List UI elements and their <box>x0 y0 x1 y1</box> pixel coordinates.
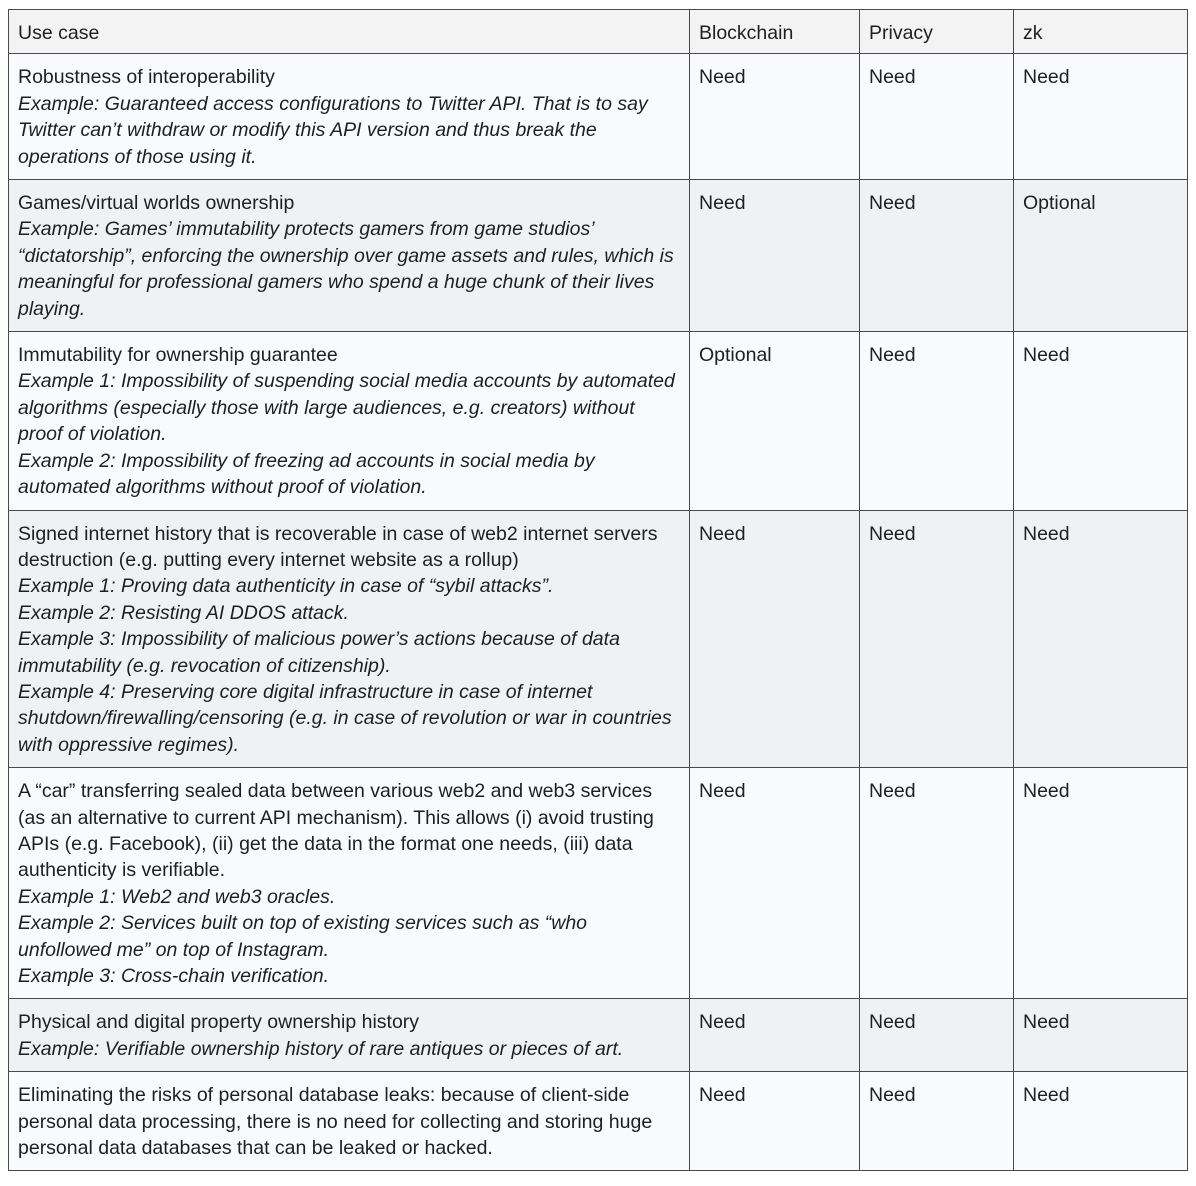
use-case-title: Immutability for ownership guarantee <box>18 344 338 367</box>
use-case-title: Eliminating the risks of personal database leaks: because of client-side personal data processing, there is no need for collecting and storing huge personal data databases that can be leaked or hacked. <box>18 1084 653 1160</box>
header-privacy: Privacy <box>860 10 1014 54</box>
use-case-title: Signed internet history that is recoverable in case of web2 internet servers destruction (e.g. putting every internet website as a rollup) <box>18 522 658 571</box>
table-row <box>9 510 1188 768</box>
zk-cell: Need <box>1014 332 1188 510</box>
use-case-title: A “car” transferring sealed data between various web2 and web3 services (as an alternative to current API mechanism). This allows (i) avoid trusting APIs (e.g. Facebook), (ii) get the data in the format one needs, (iii) data authenticity is verifiable. <box>18 780 654 882</box>
header-blockchain: Blockchain <box>690 10 860 54</box>
table-row <box>9 332 1188 510</box>
use-case-example: Example: Games’ immutability protects gamers from game studios’ “dictatorship”, enforcing the ownership over game assets and rules, which is meaningful for professional gamers who spend a huge chunk of their lives playing. <box>18 218 674 320</box>
use-case-title: Physical and digital property ownership history <box>18 1011 420 1034</box>
privacy-cell: Need <box>860 999 1014 1072</box>
use-case-cell <box>9 510 690 768</box>
zk-cell: Need <box>1014 54 1188 180</box>
table-row <box>9 54 1188 180</box>
use-case-example: Example 4: Preserving core digital infrastructure in case of internet shutdown/firewalling/censoring (e.g. in case of revolution or war in countries with oppressive regimes). <box>18 680 672 756</box>
use-case-example: Example 1: Proving data authenticity in case of “sybil attacks”. <box>18 575 554 598</box>
zk-cell: Need <box>1014 1072 1188 1171</box>
privacy-cell: Need <box>860 510 1014 768</box>
table-row <box>9 768 1188 999</box>
use-case-example: Example 3: Cross-chain verification. <box>18 965 330 987</box>
privacy-cell: Need <box>860 180 1014 332</box>
use-case-cell <box>9 999 690 1072</box>
blockchain-cell: Need <box>690 510 860 768</box>
use-case-example: Example: Verifiable ownership history of rare antiques or pieces of art. <box>18 1037 624 1060</box>
zk-cell: Need <box>1014 510 1188 768</box>
use-case-example: Example 1: Web2 and web3 oracles. <box>18 885 336 908</box>
use-case-example: Example: Guaranteed access configurations to Twitter API. That is to say Twitter can’t withdraw or modify this API version and thus break the operations of those using it. <box>18 92 648 168</box>
use-case-title: Robustness of interoperability <box>18 66 275 89</box>
blockchain-cell: Need <box>690 54 860 180</box>
use-case-example: Example 1: Impossibility of suspending social media accounts by automated algorithms (especially those with large audiences, e.g. creators) without proof of violation. <box>18 370 675 446</box>
use-case-example: Example 3: Impossibility of malicious power’s actions because of data immutability (e.g. revocation of citizenship). <box>18 628 620 677</box>
table-row <box>9 1072 1188 1171</box>
table-row <box>9 180 1188 332</box>
privacy-cell: Need <box>860 768 1014 999</box>
use-case-table <box>8 9 1188 1171</box>
use-case-example: Example 2: Services built on top of existing services such as “who unfollowed me” on top of Instagram. <box>18 912 588 961</box>
privacy-cell: Need <box>860 54 1014 180</box>
privacy-cell: Need <box>860 1072 1014 1171</box>
use-case-cell <box>9 1072 690 1171</box>
use-case-cell <box>9 54 690 180</box>
use-case-title: Games/virtual worlds ownership <box>18 192 295 215</box>
blockchain-cell: Need <box>690 180 860 332</box>
table-header <box>9 10 1188 54</box>
header-use-case: Use case <box>9 10 690 54</box>
blockchain-cell: Optional <box>690 332 860 510</box>
zk-cell: Need <box>1014 999 1188 1072</box>
zk-cell: Need <box>1014 768 1188 999</box>
document <box>8 9 1188 1171</box>
privacy-cell: Need <box>860 332 1014 510</box>
blockchain-cell: Need <box>690 768 860 999</box>
use-case-cell <box>9 768 690 999</box>
use-case-example: Example 2: Impossibility of freezing ad accounts in social media by automated algorithms without proof of violation. <box>18 449 595 499</box>
use-case-cell <box>9 332 690 510</box>
zk-cell: Optional <box>1014 180 1188 332</box>
table-row <box>9 999 1188 1072</box>
table-body <box>9 54 1188 1171</box>
blockchain-cell: Need <box>690 999 860 1072</box>
header-zk: zk <box>1014 10 1188 54</box>
header-row <box>9 10 1188 54</box>
use-case-example: Example 2: Resisting AI DDOS attack. <box>18 601 349 624</box>
blockchain-cell: Need <box>690 1072 860 1171</box>
use-case-cell <box>9 180 690 332</box>
